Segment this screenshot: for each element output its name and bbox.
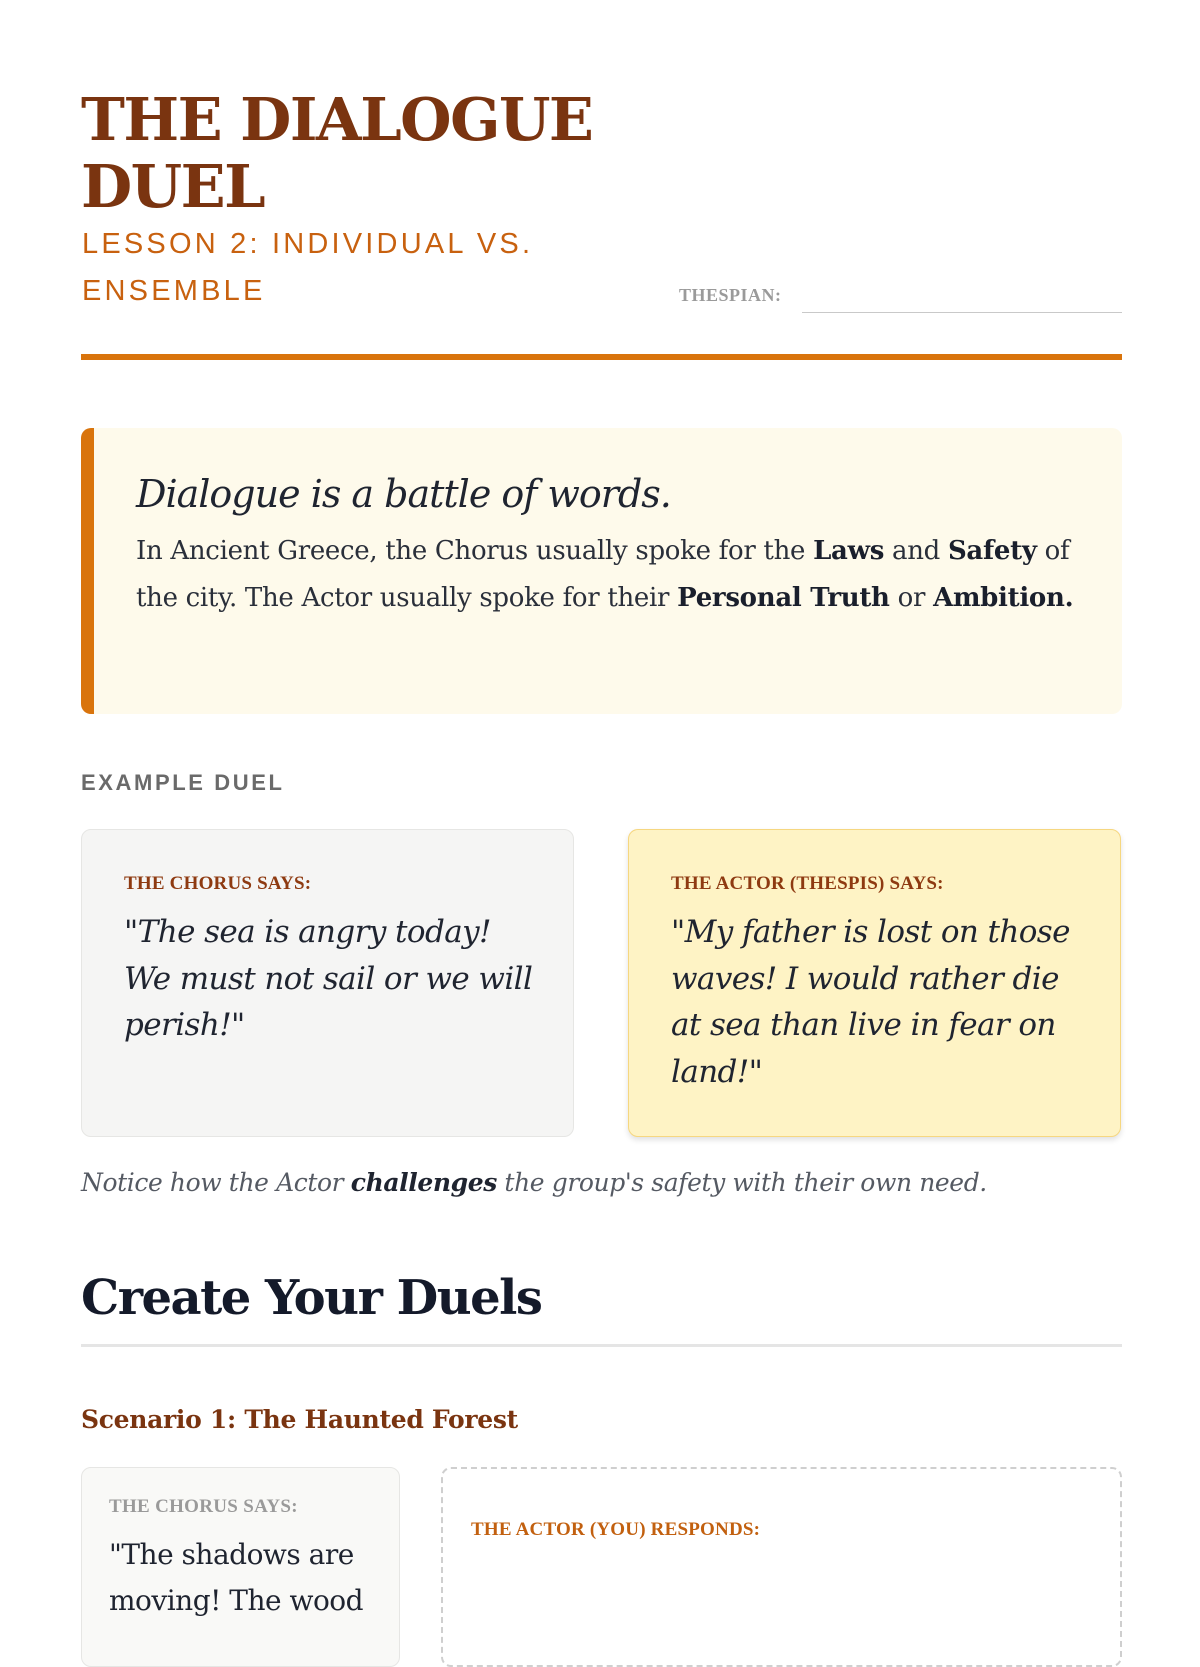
example-chorus-card — [81, 829, 574, 1137]
actor-response-box[interactable] — [441, 1467, 1122, 1667]
header-divider — [81, 354, 1122, 360]
scenario-title: Scenario 1: The Haunted Forest — [81, 1405, 518, 1434]
note-emphasis: challenges — [350, 1168, 497, 1197]
actor-response-label: THE ACTOR (YOU) RESPONDS: — [471, 1519, 761, 1540]
callout-emphasis-ambition: Ambition. — [933, 582, 1074, 613]
scenario-chorus-label: THE CHORUS SAYS: — [109, 1496, 298, 1517]
callout-emphasis-safety: Safety — [947, 536, 1037, 566]
thespian-name-field[interactable] — [802, 312, 1122, 313]
callout-heading: Dialogue is a battle of words. — [136, 472, 671, 516]
scenario-chorus-card — [81, 1467, 400, 1667]
section-divider — [81, 1344, 1122, 1347]
chorus-card-label: THE CHORUS SAYS: — [124, 873, 312, 894]
section-title: Create Your Duels — [81, 1270, 542, 1326]
chorus-quote: "The sea is angry today! We must not sail or we will perish!" — [124, 914, 533, 1043]
callout-emphasis-laws: Laws — [813, 536, 885, 566]
callout-text-part: In Ancient Greece, the Chorus usually spoke for the — [136, 536, 814, 566]
page-title: THE DIALOGUE DUEL — [81, 85, 593, 221]
lesson-subtitle: LESSON 2: INDIVIDUAL VS. ENSEMBLE — [82, 228, 534, 307]
example-note — [81, 1168, 1122, 1197]
actor-card-label: THE ACTOR (THESPIS) SAYS: — [671, 873, 944, 894]
note-text-part: Notice how the Actor — [81, 1168, 351, 1197]
intro-callout — [81, 428, 1122, 714]
note-text-part: the group's safety with their own need. — [496, 1168, 987, 1197]
callout-text-part: or — [889, 582, 934, 613]
callout-text — [136, 528, 1082, 621]
thespian-name-label: THESPIAN: — [679, 285, 782, 305]
actor-quote: "My father is lost on those waves! I would rather die at sea than live in fear on land!" — [671, 914, 1070, 1090]
example-actor-card — [628, 829, 1121, 1137]
example-section-label: EXAMPLE DUEL — [81, 770, 285, 795]
callout-text-part: and — [884, 536, 948, 566]
callout-emphasis-personal-truth: Personal Truth — [677, 582, 890, 613]
scenario-chorus-quote: "The shadows are moving! The wood — [109, 1538, 364, 1617]
callout-text-part: of the city. The Actor usually spoke for their — [136, 536, 1070, 613]
